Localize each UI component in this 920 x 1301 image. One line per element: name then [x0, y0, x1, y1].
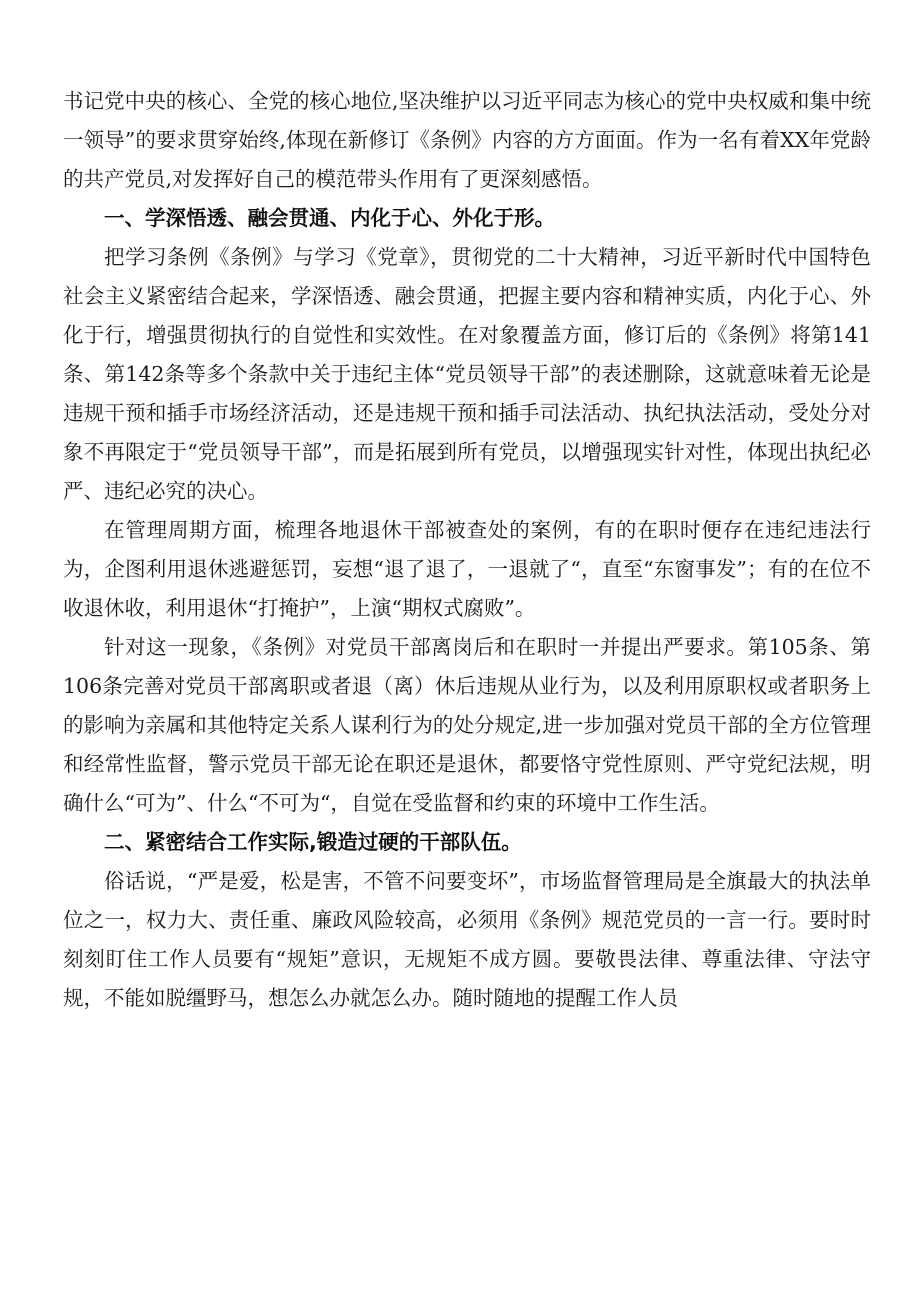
paragraph-continued: 书记党中央的核心、全党的核心地位,坚决维护以习近平同志为核心的党中央权威和集中统一领导”的要求贯穿始终,体现在新修订《条例》内容的方方面面。作为一名有着XX年党龄的共产党员,对发挥好自己的模范带头作用有了更深刻感悟。 — [63, 89, 871, 191]
document-body — [63, 82, 871, 1018]
paragraph: 针对这一现象，《条例》对党员干部离岗后和在职时一并提出严要求。第105条、第106条完善对党员干部离职或者退（离）休后违规从业行为，以及利用原职权或者职务上的影响为亲属和其他特定关系人谋利行为的处分规定,进一步加强对党员干部的全方位管理和经常性监督，警示党员干部无论在职还是退休，都要恪守党性原则、严守党纪法规，明确什么“可为”、什么“不可为“，自觉在受监督和约束的环境中工作生活。 — [63, 635, 871, 815]
paragraph: 把学习条例《条例》与学习《党章》，贯彻党的二十大精神，习近平新时代中国特色社会主义紧密结合起来，学深悟透、融会贯通，把握主要内容和精神实质，内化于心、外化于行，增强贯彻执行的自觉性和实效性。在对象覆盖方面，修订后的《条例》将第141条、第142条等多个条款中关于违纪主体“党员领导干部”的表述删除，这就意味着无论是违规干预和插手市场经济活动，还是违规干预和插手司法活动、执纪执法活动，受处分对象不再限定于“党员领导干部”，而是拓展到所有党员，以增强现实针对性，体现出执纪必严、违纪必究的决心。 — [63, 245, 871, 503]
section-heading-1: 一、学深悟透、融会贯通、内化于心、外化于形。 — [104, 206, 555, 230]
paragraph: 在管理周期方面，梳理各地退休干部被查处的案例，有的在职时便存在违纪违法行为，企图利用退休逃避惩罚，妄想“退了退了，一退就了“，直至“东窗事发”；有的在位不收退休收，利用退休“打掩护”，上演“期权式腐败”。 — [63, 518, 871, 620]
section-heading-2: 二、紧密结合工作实际,锻造过硬的干部队伍。 — [104, 830, 522, 854]
paragraph: 俗话说，“严是爱，松是害，不管不问要变坏”，市场监督管理局是全旗最大的执法单位之一，权力大、责任重、廉政风险较高，必须用《条例》规范党员的一言一行。要时时刻刻盯住工作人员要有“规矩”意识，无规矩不成方圆。要敬畏法律、尊重法律、守法守规，不能如脱缰野马，想怎么办就怎么办。随时随地的提醒工作人员 — [63, 869, 871, 1010]
